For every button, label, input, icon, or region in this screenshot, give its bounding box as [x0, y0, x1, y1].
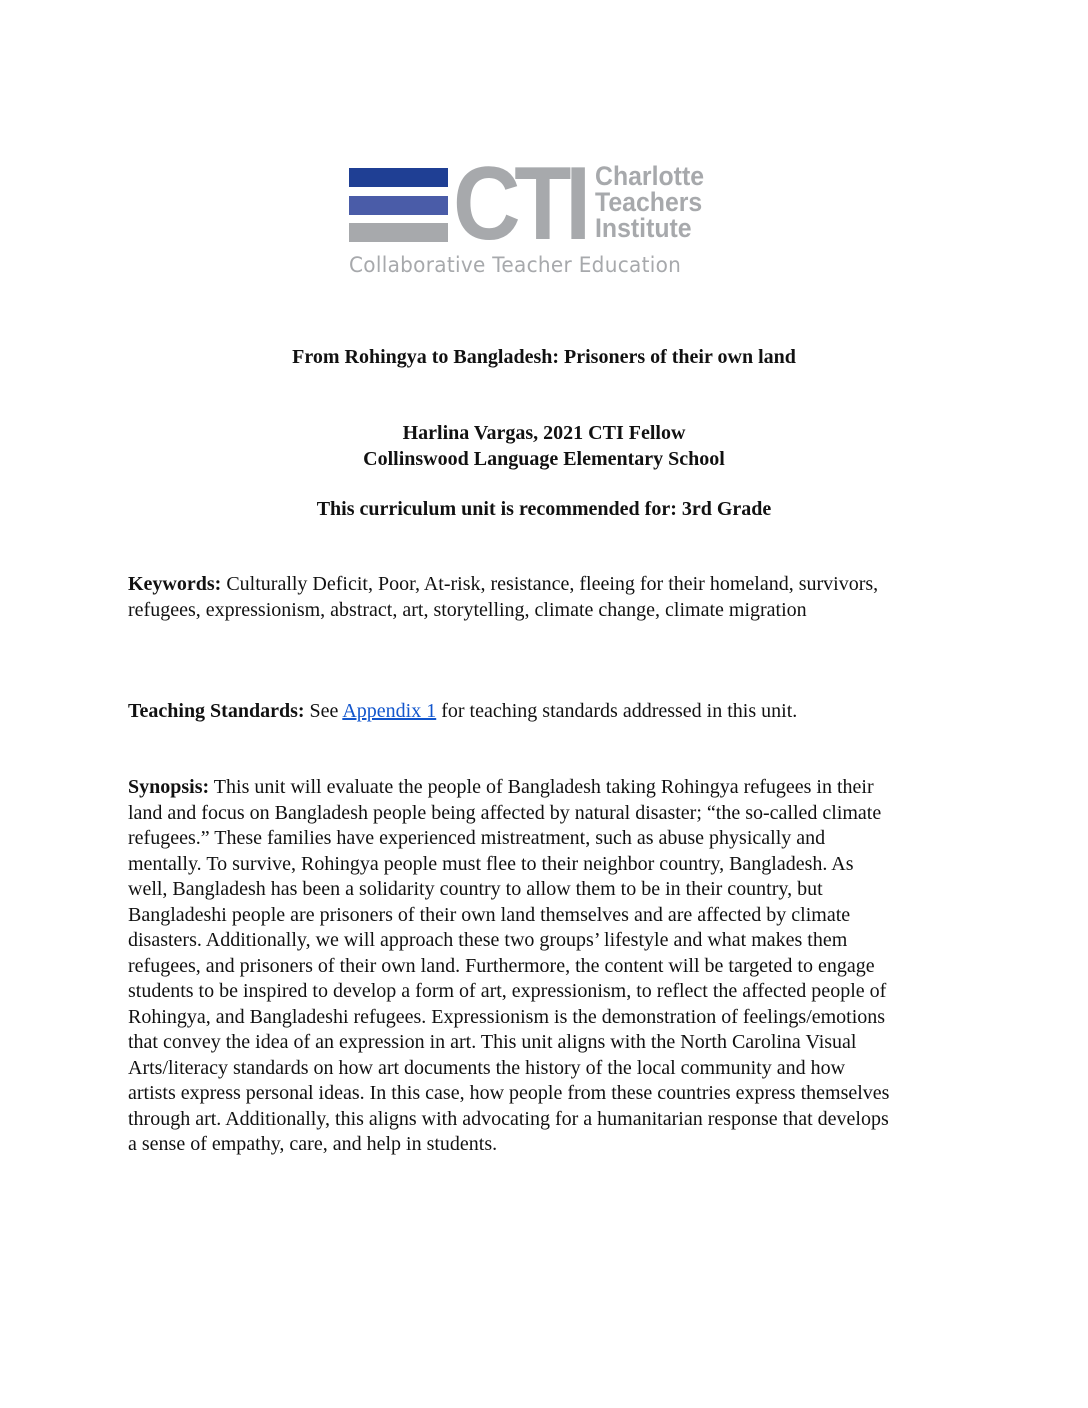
synopsis-label: Synopsis:: [128, 776, 210, 798]
logo-institute-name: [595, 163, 704, 241]
logo-bar-dark-blue: [349, 168, 448, 187]
synopsis-line: Arts/literacy standards on how art documents the history of the local community and how: [128, 1056, 846, 1079]
synopsis-line: Bangladeshi people are prisoners of their own land themselves and are affected by climate: [128, 903, 851, 926]
document-title: From Rohingya to Bangladesh: Prisoners of their own land: [292, 346, 796, 368]
keywords-section: [128, 572, 968, 623]
logo-acronym: CTI: [453, 146, 585, 262]
synopsis-line: disasters. Additionally, we will approach these two groups’ lifestyle and what makes them: [128, 929, 848, 951]
synopsis-line: artists express personal ideas. In this case, how people from these countries express themselves: [128, 1082, 890, 1104]
synopsis-line: students to be inspired to develop a form of art, expressionism, to reflect the affected people of: [128, 980, 887, 1002]
grade-recommendation: This curriculum unit is recommended for: 3rd Grade: [316, 498, 772, 520]
teaching-standards-label: Teaching Standards:: [128, 700, 305, 722]
synopsis-line: a sense of empathy, care, and help in students.: [128, 1133, 498, 1155]
teaching-standards-text: for teaching standards addressed in this unit.: [436, 700, 798, 722]
school-line: Collinswood Language Elementary School: [363, 448, 725, 470]
keywords-label: Keywords:: [128, 573, 222, 595]
synopsis-line: refugees.” These families have experienced mistreatment, such as abuse physically and: [128, 827, 826, 849]
teaching-standards-text: See: [304, 700, 343, 722]
synopsis-line: through art. Additionally, this aligns with advocating for a humanitarian response that develops: [128, 1107, 889, 1130]
synopsis-line: Rohingya, and Bangladeshi refugees. Expressionism is the demonstration of feelings/emotions: [128, 1005, 886, 1028]
teaching-standards-line: [128, 699, 968, 725]
teaching-standards-section: [128, 699, 968, 725]
synopsis-line: mentally. To survive, Rohingya people must flee to their neighbor country, Bangladesh. As: [128, 852, 854, 875]
author-line: Harlina Vargas, 2021 CTI Fellow: [402, 422, 686, 444]
synopsis-line: that convey the idea of an expression in art. This unit aligns with the North Carolina Visual: [128, 1031, 857, 1053]
synopsis-section: [128, 775, 968, 1158]
logo-name-line: Charlotte: [595, 161, 705, 191]
logo-bar-grey: [349, 223, 448, 242]
synopsis-line: land and focus on Bangladesh people being affected by natural disaster; “the so-called climate: [128, 801, 882, 824]
synopsis-line: refugees, and prisoners of their own land. Furthermore, the content will be targeted to engage: [128, 954, 875, 977]
keywords-line: [128, 572, 968, 598]
synopsis-text: This unit will evaluate the people of Bangladesh taking Rohingya refugees in their: [209, 776, 874, 798]
appendix-1-link[interactable]: Appendix 1: [342, 700, 437, 722]
keywords-text: Culturally Deficit, Poor, At-risk, resistance, fleeing for their homeland, survivors,: [221, 573, 879, 595]
logo-tagline: Collaborative Teacher Education: [349, 253, 682, 277]
synopsis-line: well, Bangladesh has been a solidarity country to allow them to be in their country, but: [128, 878, 823, 900]
logo-name-line: Institute: [595, 213, 692, 243]
logo-bar-medium-blue: [349, 196, 448, 215]
cti-logo: [349, 146, 739, 278]
logo-name-line: Teachers: [595, 187, 703, 217]
keywords-line: refugees, expressionism, abstract, art, storytelling, climate change, climate migration: [128, 598, 807, 621]
synopsis-line: [128, 775, 968, 801]
